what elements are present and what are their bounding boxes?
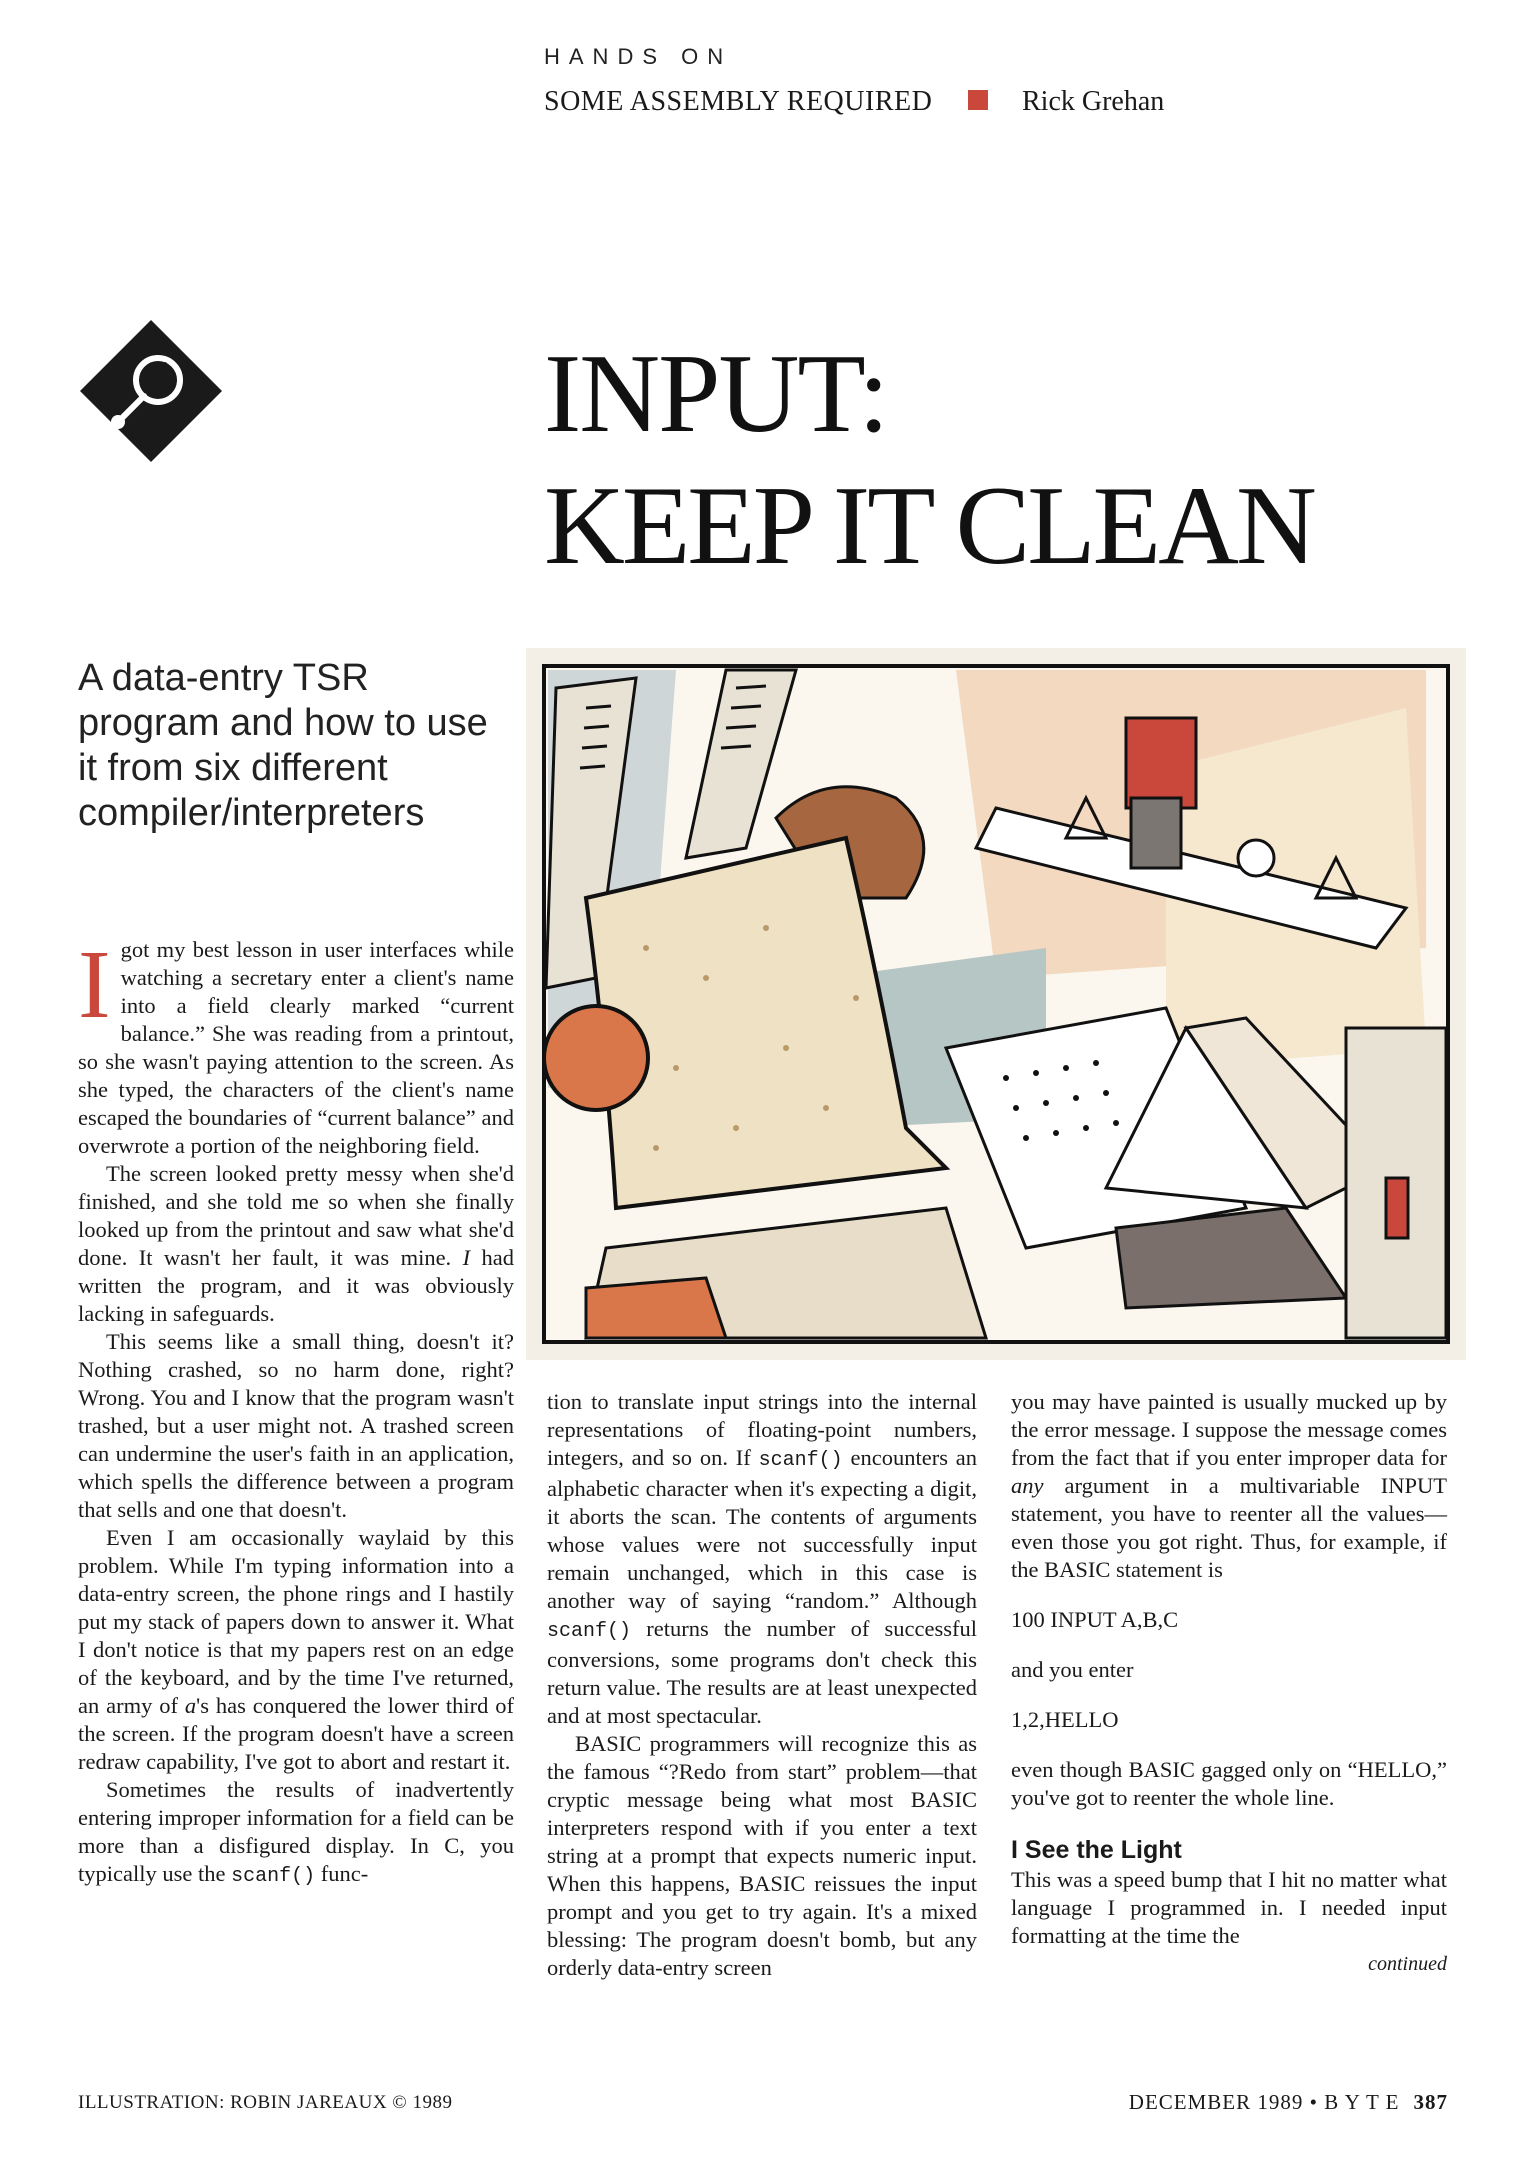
code-line: 100 INPUT A,B,C: [1011, 1607, 1179, 1632]
body-italic: any: [1011, 1473, 1044, 1498]
page-number: 387: [1413, 2090, 1448, 2114]
code-inline: scanf(): [547, 1620, 632, 1643]
diamond-wrench-logo-icon: [78, 318, 224, 464]
continued-label: continued: [1368, 1953, 1447, 1975]
body-paragraph: [78, 1776, 514, 1891]
body-text: you may have painted is usually mucked up by the error message. I suppose the message comes from the fact that if you enter improper data for: [1011, 1389, 1447, 1470]
body-text: returns the number of successful conversions, some programs don't check this return value. The results are at least unexpected and at most spectacular.: [547, 1616, 977, 1728]
body-paragraph: and you enter: [1011, 1657, 1134, 1682]
body-paragraph: [547, 1388, 977, 1730]
article-illustration: [526, 648, 1466, 1360]
illustration-credit: ILLUSTRATION: ROBIN JAREAUX © 1989: [78, 2092, 453, 2113]
body-text: Sometimes the results of inadvertently entering improper information for a field can be more than a disfigured display. In C, you typically use the: [78, 1777, 514, 1886]
author-name: Rick Grehan: [1022, 86, 1165, 117]
section-label: HANDS ON: [544, 44, 733, 69]
body-text: argument in a multivariable INPUT statement, you have to reenter all the values—even those you got right. Thus, for example, if the BASIC statement is: [1011, 1473, 1447, 1582]
footer-issue: [1129, 2090, 1448, 2115]
body-column-2: [547, 1388, 977, 1982]
body-text: func-: [320, 1861, 369, 1886]
body-paragraph: BASIC programmers will recognize this as the famous “?Redo from start” problem—that cryptic message being what most BASIC interpreters respond with if you enter a text string at a prompt that expects numeric input. When this happens, BASIC reissues the input prompt and you get to try again. It's a mixed blessing: The program doesn't bomb, but any orderly data-entry screen: [547, 1731, 977, 1980]
section-subhead: I See the Light: [1011, 1836, 1182, 1864]
body-paragraph: [1011, 1388, 1447, 1584]
body-paragraph: This was a speed bump that I hit no matter what language I programmed in. I needed input formatting at the time the: [1011, 1867, 1447, 1948]
body-text: Even I am occasionally waylaid by this problem. While I'm typing information into a data-entry screen, the phone rings and I hastily put my stack of papers down to answer it. What I don't notice is that my papers rest on an edge of the keyboard, and by the time I've returned, an army of: [78, 1525, 514, 1718]
header-square-icon: [968, 90, 988, 110]
body-paragraph: [78, 1524, 514, 1776]
body-text: 's has conquered the lower third of the screen. If the program doesn't have a screen redraw capability, I've got to abort and restart it.: [78, 1693, 515, 1774]
drop-cap: I: [78, 931, 111, 1039]
body-italic: I: [462, 1245, 471, 1270]
body-text: encounters an alphabetic character when it's expecting a digit, it aborts the scan. The contents of arguments whose values were not successfully input remain unchanged, which in this case is another way of saying “random.” Although: [547, 1445, 978, 1613]
issue-date: DECEMBER 1989 • B Y T E: [1128, 2090, 1400, 2114]
body-paragraph: even though BASIC gagged only on “HELLO,” you've got to reenter the whole line.: [1011, 1757, 1447, 1810]
column-name: SOME ASSEMBLY REQUIRED: [544, 86, 933, 117]
body-text: got my best lesson in user interfaces while watching a secretary enter a client's name into a field clearly marked “current balance.” She was reading from a printout, so she wasn't paying attention to the screen. As she typed, the characters of the client's name escaped the boundaries of “current balance” and overwrote a portion of the neighboring field.: [78, 937, 514, 1158]
body-text: The screen looked pretty messy when she'd finished, and she told me so when she finally looked up from the printout and saw what she'd done. It wasn't her fault, it was mine.: [78, 1161, 514, 1270]
body-paragraph: [78, 1160, 514, 1328]
body-paragraph: This seems like a small thing, doesn't it? Nothing crashed, so no harm done, right? Wrong. You and I know that the program wasn't trashed, but a user might not. A trashed screen can undermine the user's faith in an application, which spells the difference between a program that sells and one that doesn't.: [78, 1329, 514, 1522]
body-text: had written the program, and it was obviously lacking in safeguards.: [78, 1245, 514, 1326]
deck-subtitle: A data-entry TSR program and how to use it from six different compiler/interpreters: [78, 657, 488, 834]
body-column-1: [78, 931, 515, 1891]
code-inline: scanf(): [231, 1865, 316, 1888]
title-line-1: INPUT:: [544, 332, 888, 456]
body-italic: a: [184, 1693, 197, 1718]
body-text: tion to translate input strings into the internal representations of floating-point numbers, integers, and so on. If: [547, 1389, 977, 1470]
body-column-3: [1011, 1388, 1447, 1978]
title-line-2: KEEP IT CLEAN: [544, 464, 1314, 588]
body-paragraph: [78, 931, 514, 1160]
code-inline: scanf(): [758, 1449, 843, 1472]
code-line: 1,2,HELLO: [1011, 1707, 1119, 1732]
